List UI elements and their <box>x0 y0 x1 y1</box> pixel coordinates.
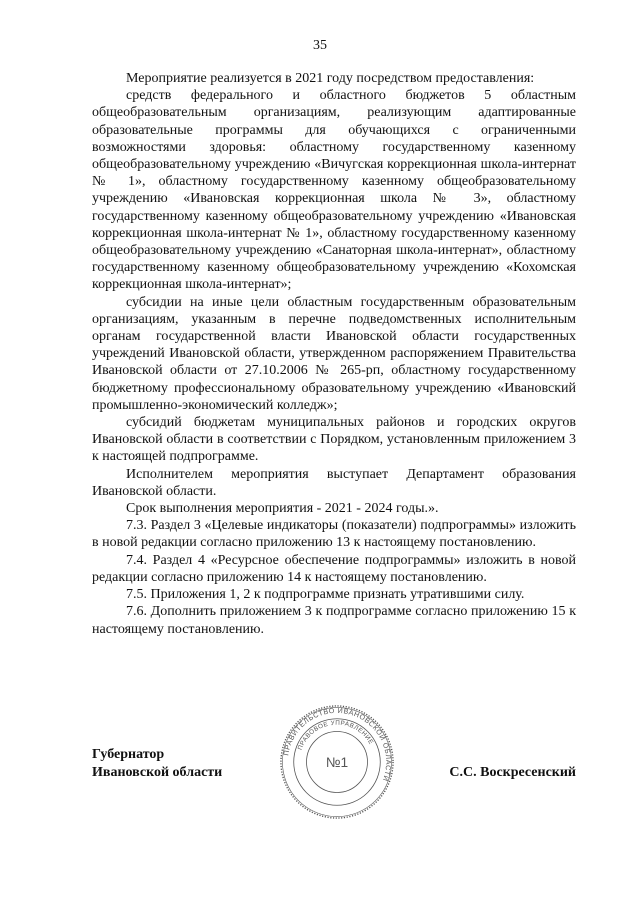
paragraph-intro: Мероприятие реализуется в 2021 году посредством предоставления: <box>126 71 535 86</box>
paragraph-term: Срок выполнения мероприятия - 2021 - 2024 годы.». <box>126 501 439 517</box>
paragraph-7-4: 7.4. Раздел 4 «Ресурсное обеспечение подпрограммы» изложить в новой редакции согласно приложению 14 к настоящему постановлению. <box>92 552 576 585</box>
paragraph-7-3: 7.3. Раздел 3 «Целевые индикаторы (показатели) подпрограммы» изложить в новой редакции согласно приложению 13 к настоящему постановлению. <box>92 518 576 551</box>
signatory-name: С.С. Воскресенский <box>449 764 576 780</box>
page-number: 35 <box>313 38 327 53</box>
paragraph-7-6: 7.6. Дополнить приложением 3 к подпрограмме согласно приложению 15 к настоящему постановлению. <box>92 604 576 637</box>
seal-outer-text: ПРАВИТЕЛЬСТВО ИВАНОВСКОЙ ОБЛАСТИ <box>282 706 393 783</box>
document-body <box>92 70 576 638</box>
paragraph-subsidies-other: субсидии на иные цели областным государственным образовательным организациям, указанным в перечне подведомственных исполнительным органам государственной власти Ивановской области государственных учреждений Ивановской области, утвержденном распоряжением Правительства Ивановской области от 27.10.2006 № 265-рп, областному государственному бюджетному профессиональному образовательному учреждению «Ивановский промышленно-экономический колледж»; <box>92 294 576 413</box>
paragraph-7-5: 7.5. Приложения 1, 2 к подпрограмме признать утратившими силу. <box>126 587 525 603</box>
paragraph-subsidies-municipal: субсидий бюджетам муниципальных районов и городских округов Ивановской области в соответствии с Порядком, установленным приложением 3 к настоящей подпрограмме. <box>92 415 576 465</box>
signatory-position-line1: Губернатор <box>92 747 165 762</box>
seal-inner-text: ПРАВОВОЕ УПРАВЛЕНИЕ <box>296 719 375 752</box>
signatory-position-line2: Ивановской области <box>92 764 223 780</box>
signatory-position <box>92 746 222 781</box>
paragraph-federal-funds: средств федерального и областного бюджетов 5 областным общеобразовательным организациям, реализующим адаптированные образовательные программы для обучающихся с ограниченными возможностями здоровья: областному государственному казенному общеобразовательному учреждению «Вичугская коррекционная школа-интернат № 1», областному государственному казенному общеобразовательному учреждению «Ивановская коррекционная школа № 3», областному государственному казенному общеобразовательному учреждению «Ивановская коррекционная школа-интернат № 1», областному государственному казенному общеобразовательному учреждению «Санаторная школа-интернат», областному государственному казенному общеобразовательному учреждению «Кохомская коррекционная школа-интернат»; <box>92 88 576 293</box>
seal-number: №1 <box>325 754 349 770</box>
official-seal-stamp <box>278 703 396 821</box>
paragraph-executor: Исполнителем мероприятия выступает Департамент образования Ивановской области. <box>92 466 576 499</box>
